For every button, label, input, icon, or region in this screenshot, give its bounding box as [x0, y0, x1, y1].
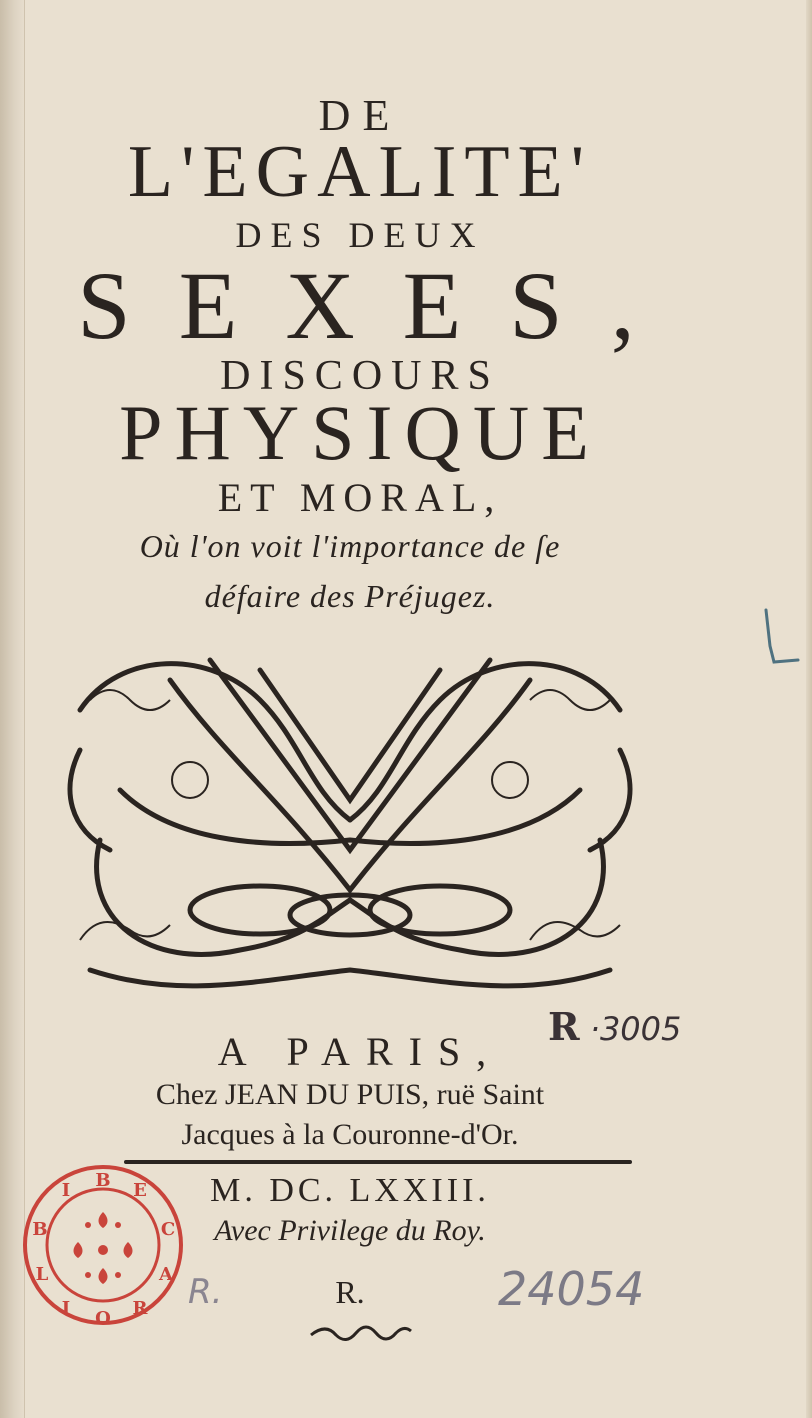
- subtitle-line-physique: PHYSIQUE: [119, 389, 601, 476]
- svg-text:B: B: [95, 1170, 111, 1191]
- svg-text:O: O: [95, 1308, 111, 1329]
- svg-text:L: L: [35, 1264, 49, 1285]
- italic-line-ou: Où l'on voit l'importance de ſe: [139, 528, 561, 564]
- title-line-sexes: SEXES,: [77, 252, 683, 359]
- handwritten-inventory-number: 24054: [498, 1262, 645, 1316]
- svg-text:B: B: [32, 1219, 48, 1240]
- page-edge: [806, 0, 812, 1418]
- italic-line-defaire: défaire des Préjugez.: [204, 578, 496, 614]
- handwritten-inventory-letter: R.: [188, 1272, 223, 1312]
- imprint-date: M. DC. LXXIII.: [210, 1172, 490, 1209]
- library-stamp: [18, 1160, 188, 1330]
- svg-text:E: E: [133, 1180, 147, 1201]
- tailpiece-flourish: [306, 1310, 416, 1350]
- subtitle-line-et-moral: ET MORAL,: [217, 475, 503, 520]
- blue-pencil-mark: [758, 606, 808, 670]
- title-line-egalite: L'EGALITE': [127, 131, 593, 213]
- imprint-city: A PARIS,: [217, 1029, 503, 1074]
- handwritten-shelfmark: [548, 1004, 681, 1049]
- subtitle-line-discours: DISCOURS: [220, 353, 500, 399]
- svg-text:I: I: [61, 1298, 71, 1319]
- shelfmark-letter: R: [548, 1004, 580, 1049]
- signature-mark: R.: [335, 1274, 365, 1310]
- privilege-line: Avec Privilege du Roy.: [214, 1214, 486, 1247]
- svg-text:I: I: [61, 1180, 71, 1201]
- svg-text:R: R: [132, 1298, 148, 1319]
- svg-text:A: A: [159, 1264, 173, 1285]
- printers-ornament: [60, 640, 640, 1010]
- svg-text:C: C: [160, 1219, 176, 1240]
- imprint-publisher: Chez JEAN DU PUIS, ruë Saint: [155, 1078, 545, 1111]
- shelfmark-number: ·3005: [589, 1010, 682, 1048]
- title-line-des-deux: DES DEUX: [235, 215, 485, 255]
- imprint-address: Jacques à la Couronne-d'Or.: [181, 1118, 519, 1151]
- title-line-de: DE: [318, 91, 402, 140]
- imprint-rule: [124, 1160, 632, 1164]
